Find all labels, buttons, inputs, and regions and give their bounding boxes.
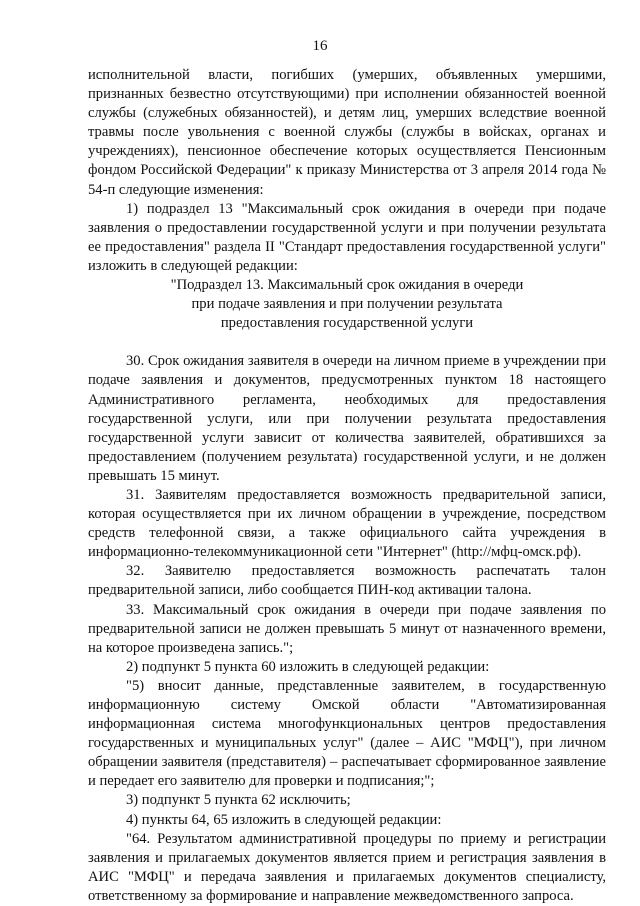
paragraph-item-3: 3) подпункт 5 пункта 62 исключить;: [126, 792, 351, 809]
paragraph-item-1: 1) подраздел 13 "Максимальный срок ожидания в очереди при подаче заявления о предоставлении государственной услуги и при получении результата ее предоставления" раздела II "Стандарт предоставления государственной услуги" изложить в следующей редакции:: [88, 200, 606, 274]
paragraph-64: "64. Результатом административной процедуры по приему и регистрации заявления и прилагаемых документов является прием и регистрация заявления в АИС "МФЦ" и передача заявления и прилагаемых документов специалисту, ответственному за формирование и направление межведомственного запроса.: [88, 830, 606, 904]
subsection-heading-line-2: при подаче заявления и при получении результата: [191, 296, 503, 313]
page-number: 16: [312, 38, 328, 54]
paragraph-item-4: 4) пункты 64, 65 изложить в следующей редакции:: [126, 811, 442, 828]
paragraph-33: 33. Максимальный срок ожидания в очереди при подаче заявления по предварительной записи не должен превышать 5 минут от назначенного времени, на которое произведена запись.";: [88, 601, 606, 656]
blank-line: [88, 333, 606, 352]
document-body: [88, 66, 606, 906]
subsection-heading-line-1: "Подраздел 13. Максимальный срок ожидания в очереди: [170, 277, 524, 294]
paragraph-subitem-5: "5) вносит данные, представленные заявителем, в государственную информационную систему Омской области "Автоматизированная информационная система многофункциональных центров предоставления государственных и муниципальных услуг" (далее – АИС "МФЦ"), при личном обращении заявителя (представителя) – распечатывает сформированное заявление и передает его заявителю для проверки и подписания;";: [88, 677, 606, 790]
paragraph-intro-continuation: исполнительной власти, погибших (умерших, объявленных умершими, признанных безвестно отсутствующими) при исполнении обязанностей военной службы (служебных обязанностей), и детям лиц, умерших вследствие военной травмы после увольнения с военной службы (службы в войсках, органах и учреждениях), пенсионное обеспечение которых осуществляется Пенсионным фондом Российской Федерации" к приказу Министерства от 3 апреля 2014 года № 54-п следующие изменения:: [88, 67, 606, 198]
paragraph-31: 31. Заявителям предоставляется возможность предварительной записи, которая осуществляется при их личном обращении в учреждение, посредством средств телефонной связи, а также официального сайта учреждения в информационно-телекоммуникационной сети "Интернет" (http://мфц-омск.рф).: [88, 486, 606, 561]
paragraph-item-2: 2) подпункт 5 пункта 60 изложить в следующей редакции:: [126, 658, 490, 675]
paragraph-32: 32. Заявителю предоставляется возможность распечатать талон предварительной записи, либо сообщается ПИН-код активации талона.: [88, 563, 606, 599]
paragraph-30: 30. Срок ожидания заявителя в очереди на личном приеме в учреждении при подаче заявления и документов, предусмотренных пунктом 18 настоящего Административного регламента, необходимых для предоставления государственной услуги, или при получении результата предоставления государственной услуги зависит от количества заявителей, обратившихся за предоставлением (получением результата) государственной услуги, и не должен превышать 15 минут.: [88, 353, 606, 484]
subsection-heading-line-3: предоставления государственной услуги: [220, 315, 474, 332]
